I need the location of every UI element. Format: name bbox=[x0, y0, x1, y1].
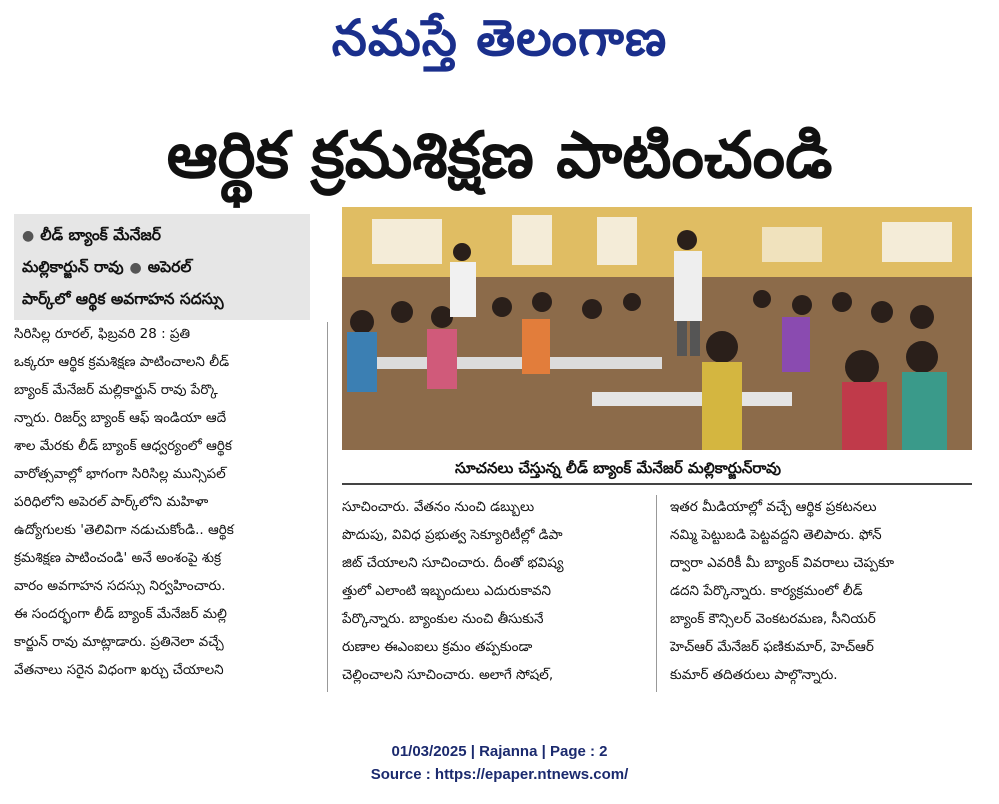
subheadline-box bbox=[14, 214, 310, 320]
newspaper-masthead: నమస్తే తెలంగాణ bbox=[331, 9, 668, 67]
subheadline-text-2b: అపెరల్ bbox=[147, 258, 192, 276]
column-divider bbox=[327, 322, 328, 692]
body-text-line: సూచించారు. వేతనం నుంచి డబ్బులు bbox=[342, 499, 535, 515]
body-text-line: డదని పేర్కొన్నారు. కార్యక్రమంలో లీడ్ bbox=[670, 583, 863, 599]
body-text-line: ద్వారా ఎవరికీ మీ బ్యాంక్ వివరాలు చెప్పకూ bbox=[670, 555, 895, 571]
body-text-line: చెల్లించాలని సూచించారు. అలాగే సోషల్, bbox=[342, 667, 554, 683]
subheadline-text-1: లీడ్ బ్యాంక్ మేనేజర్ bbox=[40, 226, 161, 244]
subheadline-line-3: పార్క్‌లో ఆర్థిక అవగాహన సదస్సు bbox=[22, 290, 224, 308]
body-text-line: క్రమశిక్షణ పాటించండి' అనే అంశంపై శుక్ర bbox=[14, 550, 222, 566]
body-text-line: పేర్కొన్నారు. బ్యాంకుల నుంచి తీసుకునే bbox=[342, 611, 544, 627]
body-text-line: నమ్మి పెట్టుబడి పెట్టవద్దని తెలిపారు. ఫోన్ bbox=[670, 527, 882, 543]
subheadline-text-2a: మల్లికార్జున్ రావు bbox=[22, 258, 124, 276]
body-text-line: జిట్ చేయాలని సూచించారు. దీంతో భవిష్య bbox=[342, 555, 564, 571]
caption-divider bbox=[342, 483, 972, 485]
classroom-photo-illustration bbox=[342, 207, 972, 450]
body-text-line: న్నారు. రిజర్వ్ బ్యాంక్ ఆఫ్ ఇండియా ఆదే bbox=[14, 410, 227, 426]
news-photo bbox=[342, 207, 972, 450]
body-text-line: కుమార్ తదితరులు పాల్గొన్నారు. bbox=[670, 667, 838, 683]
body-text-line: ఇతర మీడియాల్లో వచ్చే ఆర్థిక ప్రకటనలు bbox=[670, 499, 877, 515]
body-text-line: కార్జున్ రావు మాట్లాడారు. ప్రతినెలా వచ్చే bbox=[14, 634, 224, 650]
body-text-line: హెచ్ఆర్ మేనేజర్ ఫణికుమార్, హెచ్ఆర్ bbox=[670, 639, 874, 655]
bullet-icon: ● bbox=[129, 260, 142, 276]
body-text-line: ఒక్కరూ ఆర్థిక క్రమశిక్షణ పాటించాలని లీడ్ bbox=[14, 354, 230, 370]
body-text-line: బ్యాంక్ మేనేజర్ మల్లికార్జున్ రావు పేర్కొ bbox=[14, 382, 218, 398]
body-text-line: వారం అవగాహన సదస్సు నిర్వహించారు. bbox=[14, 578, 226, 594]
body-text-line: రుణాల ఈఎంఐలు క్రమం తప్పకుండా bbox=[342, 639, 533, 655]
column-divider bbox=[656, 495, 657, 692]
subheadline-line-2 bbox=[22, 252, 191, 283]
body-text-line: పొదుపు, వివిధ ప్రభుత్వ సెక్యూరిటీల్లో డిపా bbox=[342, 527, 563, 543]
footer-date-edition: 01/03/2025 | Rajanna | Page : 2 bbox=[391, 743, 608, 760]
bullet-icon: ● bbox=[22, 228, 35, 244]
body-text-line: త్తులో ఎలాంటి ఇబ్బందులు ఎదురుకావని bbox=[342, 583, 551, 599]
body-text-line: వారోత్సవాల్లో భాగంగా సిరిసిల్ల మున్సిపల్ bbox=[14, 466, 226, 482]
body-text-line: బ్యాంక్ కౌన్సిలర్ వెంకటరమణ, సీనియర్ bbox=[670, 611, 876, 627]
subheadline-line-1 bbox=[22, 220, 161, 251]
photo-caption: సూచనలు చేస్తున్న లీడ్ బ్యాంక్ మేనేజర్ మల్లికార్జున్‌రావు bbox=[455, 459, 781, 477]
body-text-line: ఈ సందర్భంగా లీడ్ బ్యాంక్ మేనేజర్ మల్లి bbox=[14, 606, 227, 622]
body-text-line: సిరిసిల్ల రూరల్, ఫిబ్రవరి 28 : ప్రతి bbox=[14, 326, 191, 342]
body-text-line: పరిధిలోని అపెరల్ పార్క్‌లోని మహిళా bbox=[14, 494, 209, 510]
body-text-line: వేతనాలు సరైన విధంగా ఖర్చు చేయాలని bbox=[14, 662, 224, 678]
body-text-line: శాల మేరకు లీడ్ బ్యాంక్ ఆధ్వర్యంలో ఆర్థిక bbox=[14, 438, 232, 454]
article-headline: ఆర్థిక క్రమశిక్షణ పాటించండి bbox=[166, 119, 833, 193]
body-text-line: ఉద్యోగులకు 'తెలివిగా నడుచుకోండి.. ఆర్థిక bbox=[14, 522, 234, 538]
footer-source-link[interactable]: Source : https://epaper.ntnews.com/ bbox=[370, 766, 629, 783]
